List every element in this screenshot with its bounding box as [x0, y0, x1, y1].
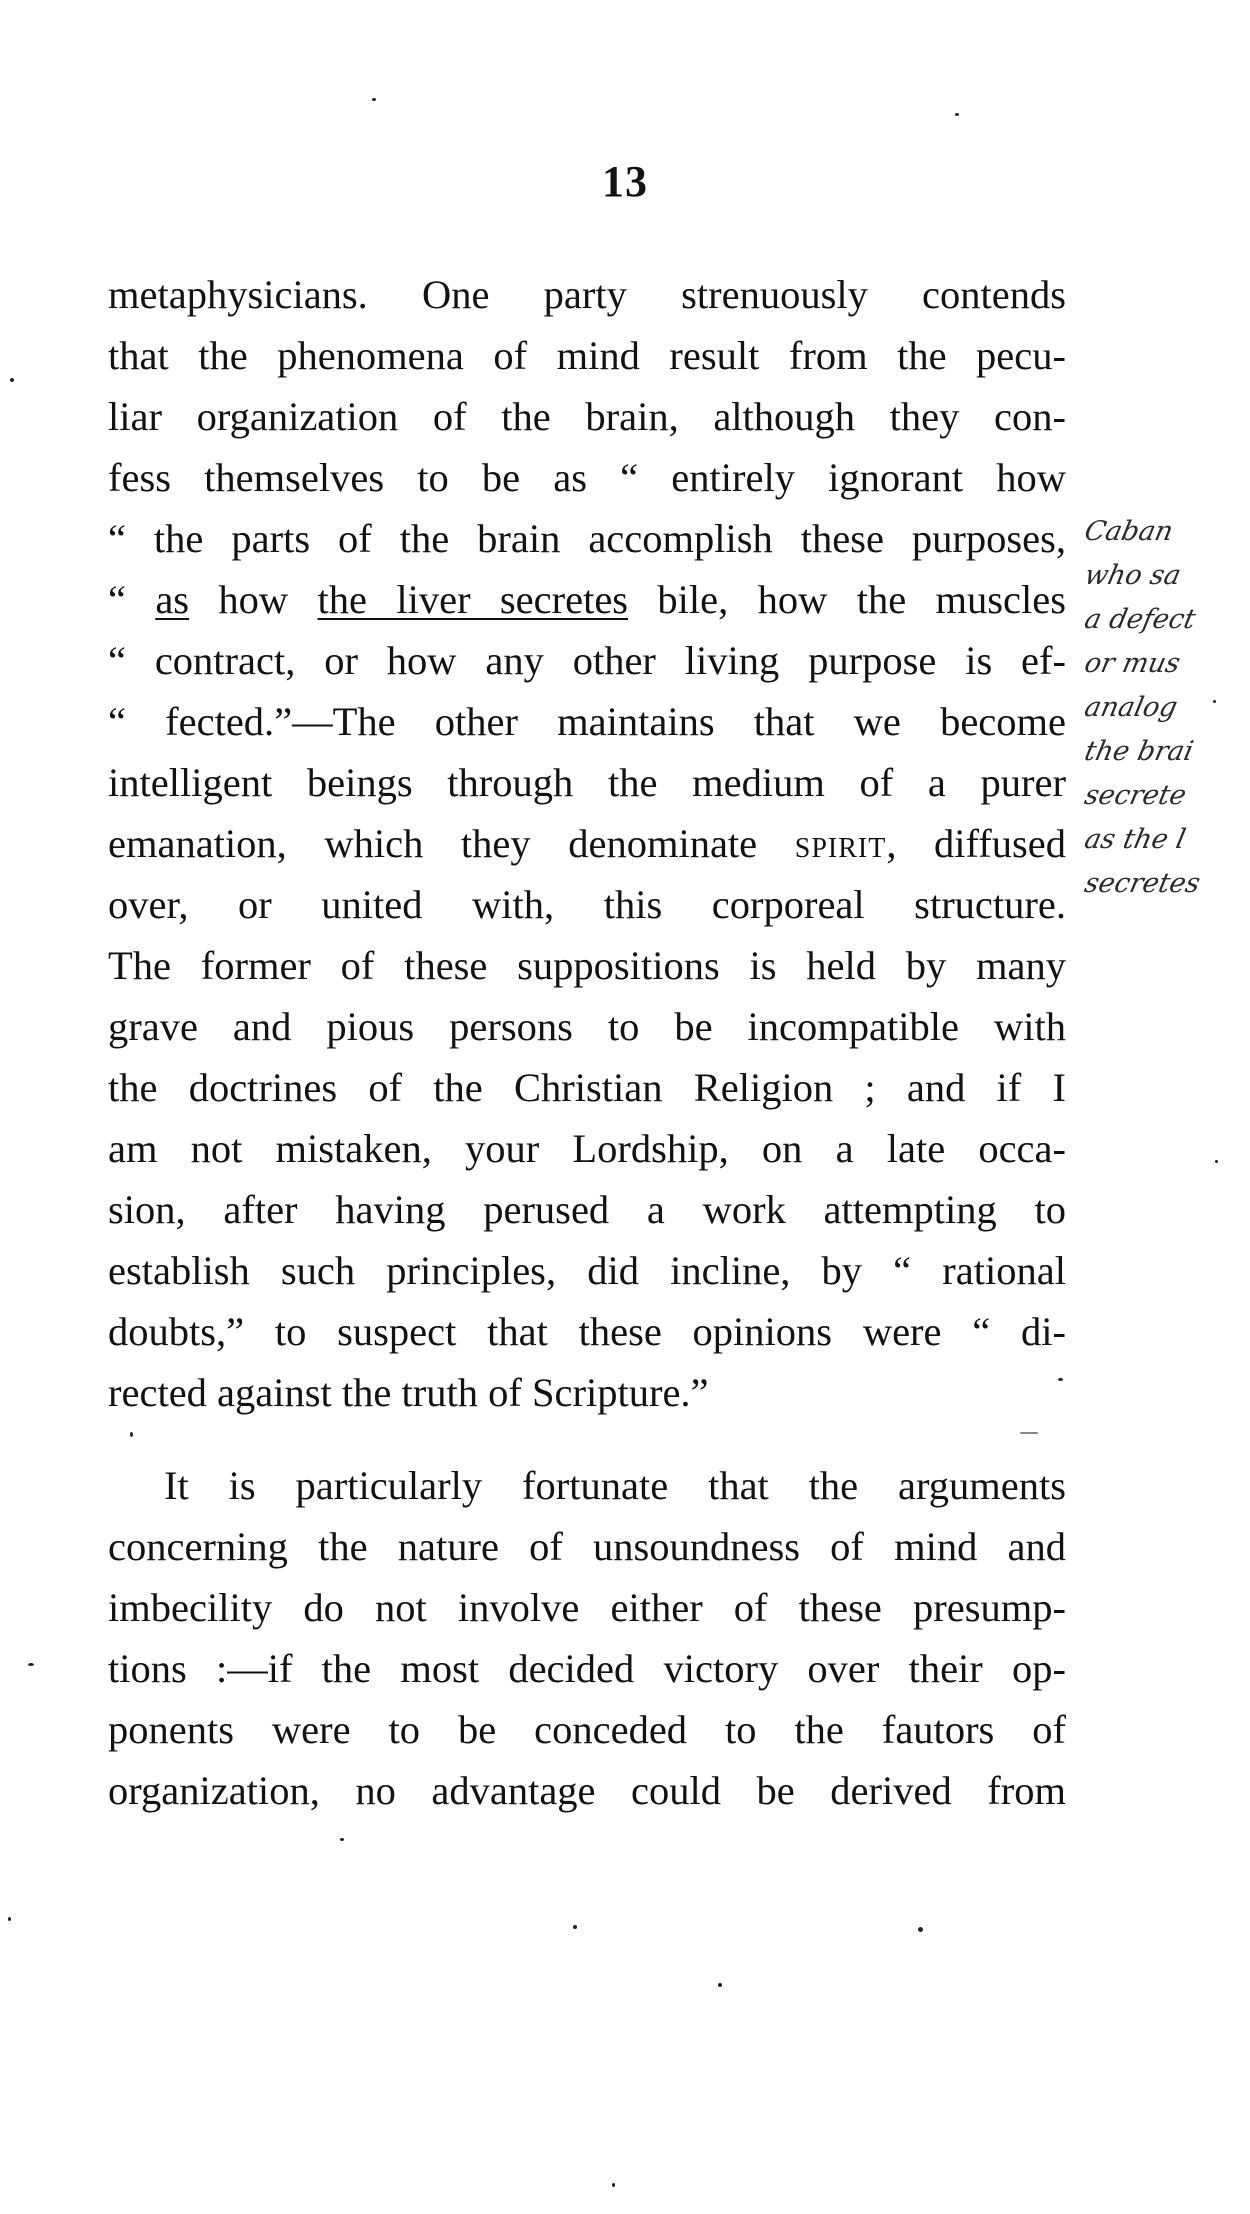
text-line-underlined: [108, 569, 1066, 630]
marginalia-line: secretes: [1081, 868, 1203, 899]
marginalia-line: the brai: [1081, 736, 1197, 767]
text-fragment: bile, how the muscles: [628, 577, 1066, 622]
text-line: “ fected.”—The other maintains that we become: [108, 699, 1066, 744]
text-line: rected against the truth of Scripture.”: [108, 1370, 709, 1415]
paper-speck: [1215, 1160, 1218, 1163]
paper-speck: [372, 98, 376, 101]
paper-speck: [1020, 1432, 1038, 1434]
marginalia-line: analog: [1081, 692, 1181, 723]
paper-speck: [10, 378, 14, 382]
text-line: the doctrines of the Christian Religion ; and if I: [108, 1065, 1066, 1110]
text-line: tions :—if the most decided victory over their op-: [108, 1646, 1066, 1691]
paragraph-1: [108, 264, 1066, 1423]
marginalia-line: who sa: [1081, 560, 1184, 591]
text-line: The former of these suppositions is held by many: [108, 943, 1066, 988]
small-caps-word: spirit: [794, 821, 887, 866]
text-line: that the phenomena of mind result from the pecu-: [108, 333, 1066, 378]
text-line-small-caps: [108, 813, 1066, 874]
paper-speck: [718, 1983, 722, 1987]
text-line: It is particularly fortunate that the arguments: [164, 1463, 1066, 1508]
paragraph-2: [108, 1455, 1066, 1821]
text-line: sion, after having perused a work attempting to: [108, 1187, 1066, 1232]
text-line: fess themselves to be as “ entirely ignorant how: [108, 455, 1066, 500]
marginalia-line: as the l: [1081, 824, 1189, 855]
paper-speck: [955, 113, 959, 116]
text-line: over, or united with, this corporeal structure.: [108, 882, 1066, 927]
text-line: organization, no advantage could be derived from: [108, 1768, 1066, 1813]
paper-speck: [918, 1927, 923, 1932]
text-line: imbecility do not involve either of these presump-: [108, 1585, 1066, 1630]
underlined-word: as: [155, 577, 190, 622]
handwritten-marginalia: [1081, 510, 1250, 906]
text-line: doubts,” to suspect that these opinions were “ di-: [108, 1309, 1066, 1354]
text-line: “ contract, or how any other living purpose is ef-: [108, 638, 1066, 683]
marginalia-line: Caban: [1081, 516, 1176, 547]
text-fragment: emanation, which they denominate: [108, 821, 795, 866]
page-number: 13: [602, 157, 648, 206]
text-line: “ the parts of the brain accomplish these purposes,: [108, 516, 1066, 561]
paper-speck: [573, 1925, 577, 1929]
text-line: liar organization of the brain, although they con-: [108, 394, 1066, 439]
paper-speck: [1058, 1378, 1063, 1381]
text-line: grave and pious persons to be incompatible with: [108, 1004, 1066, 1049]
text-line: concerning the nature of unsoundness of mind and: [108, 1524, 1066, 1569]
text-line: am not mistaken, your Lordship, on a late occa-: [108, 1126, 1066, 1171]
paper-speck: [28, 1663, 34, 1666]
marginalia-line: secrete: [1081, 780, 1190, 811]
text-line: intelligent beings through the medium of a purer: [108, 760, 1066, 805]
text-line: ponents were to be conceded to the fautors of: [108, 1707, 1066, 1752]
paper-speck: [612, 2183, 615, 2187]
paper-speck: [1213, 700, 1216, 703]
text-line: metaphysicians. One party strenuously contends: [108, 272, 1066, 317]
paper-speck: [340, 1838, 344, 1841]
marginalia-line: or mus: [1081, 648, 1183, 679]
text-fragment: “: [108, 577, 156, 622]
text-fragment: how: [189, 577, 318, 622]
text-line: establish such principles, did incline, by “ rational: [108, 1248, 1066, 1293]
underlined-phrase: the liver secretes: [317, 577, 629, 622]
marginalia-line: a defect: [1081, 604, 1199, 635]
paper-speck: [130, 1432, 133, 1437]
paper-speck: [8, 1917, 11, 1921]
text-fragment: , diffused: [886, 821, 1067, 866]
